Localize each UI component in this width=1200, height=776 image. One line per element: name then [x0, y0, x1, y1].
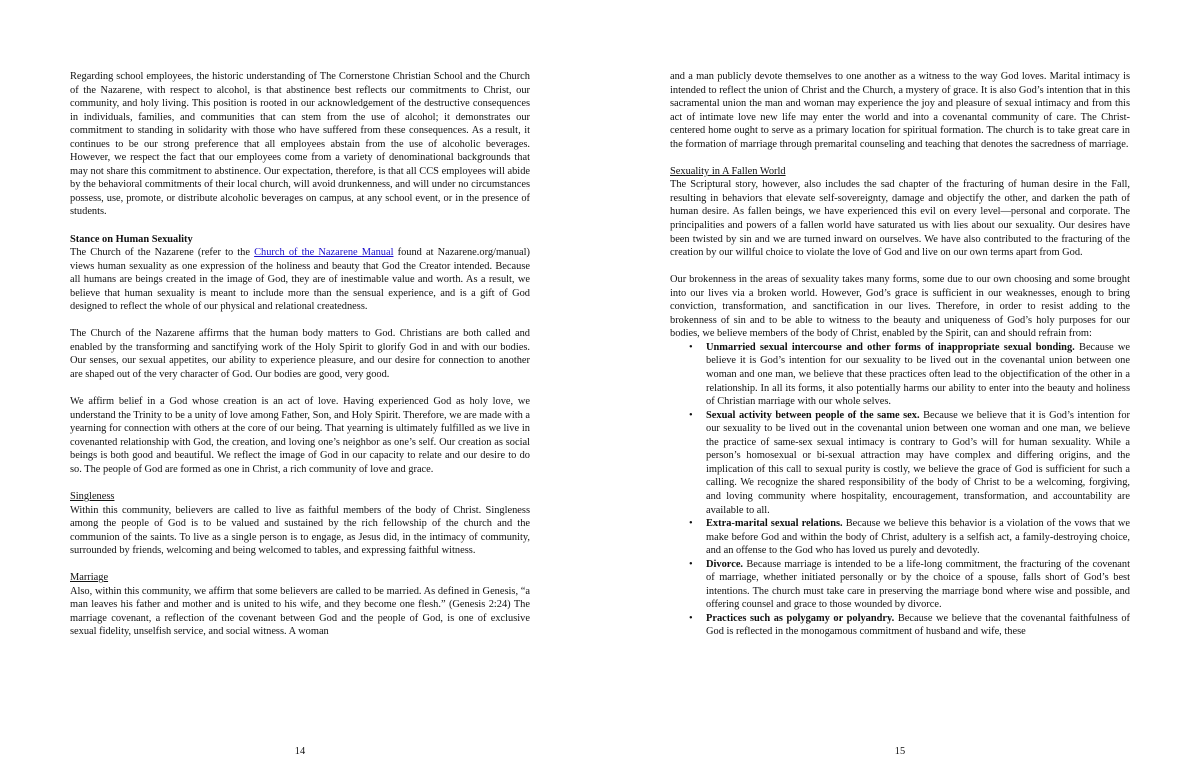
page-number-left: 14	[294, 746, 306, 757]
singleness-heading: Singleness	[70, 490, 115, 502]
marriage-continued-paragraph: and a man publicly devote themselves to one another as a witness to the way God loves. Marital intimacy is intended to reflect the union of Christ and the Church, a mystery of grace. It is also God’s intention that in this sacramental union the man and woman may experience the joy and pleasure of sexual intimacy and from this act of intimate love new life may enter the world and into a covenantal community of care. The Christ-centered home ought to serve as a primary location for spiritual formation. The church is to take great care in the formation of marriage through premarital counseling and teaching that denotes the sacredness of marriage.	[670, 71, 1130, 150]
list-item-title: Sexual activity between people of the same sex.	[706, 409, 920, 421]
list-item-title: Practices such as polygamy or polyandry.	[706, 612, 895, 624]
right-column	[670, 70, 1130, 639]
affirm-paragraph: We affirm belief in a God whose creation is an act of love. Having experienced God as holy love, we understand the Trinity to be a unity of love among Father, Son, and Holy Spirit. Therefore, we are made with a yearning for connection with others at the core of our being. That yearning is ultimately fulfilled as we live in covenanted relationship with God, the creation, and loving one’s neighbor as one’s self. Our creation as social beings is both good and beautiful. We reflect the image of God in our capacity to relate and our desire to do so. The people of God are formed as one in Christ, a rich community of love and grace.	[70, 396, 530, 475]
list-item-title: Extra-marital sexual relations.	[706, 518, 843, 530]
stance-text-pre: The Church of the Nazarene (refer to the	[70, 247, 255, 259]
stance-heading: Stance on Human Sexuality	[70, 233, 193, 245]
intro-paragraph: Regarding school employees, the historic understanding of The Cornerstone Christian School and the Church of the Nazarene, with respect to alcohol, is that abstinence best reflects our commitments to Christ, our community, and holy living. This position is rooted in our acknowledgement of the destructive consequences in individuals, families, and communities that can stem from the use of alcohol; it demonstrates our commitment to standing in solidarity with those who have suffered from these consequences. As a result, it continues to be our strong preference that all employees abstain from the use of alcoholic beverages. However, we respect the fact that our employees come from a variety of denominational backgrounds that may not share this commitment to abstinence. Our expectation, therefore, is that all CCS employees will abide by the behavioral commitments of their local church, will avoid drunkenness, and will under no circumstances possess, use, promote, or distribute alcoholic beverages on campus, at any school event, or in the presence of students.	[70, 71, 530, 218]
bullet-icon: •	[689, 612, 693, 624]
bullet-icon: •	[689, 558, 693, 570]
list-item-title: Unmarried sexual intercourse and other forms of inappropriate sexual bonding.	[706, 341, 1075, 353]
singleness-text: Within this community, believers are called to live as faithful members of the body of Christ. Singleness among the people of God is to be valued and sustained by the rich fellowship of the church and the communion of the saints. To live as a single person is to engage, as Jesus did, in the intimacy of community, surrounded by friends, welcoming and being welcomed to tables, and expressing faithful witness.	[70, 504, 530, 557]
fallen-section	[670, 165, 1130, 260]
list-item	[689, 612, 1130, 639]
nazarene-manual-link[interactable]: Church of the Nazarene Manual	[254, 247, 394, 259]
list-item-text: Because we believe that the covenantal faithfulness of God is reflected in the monogamous commitment of husband and wife, these	[706, 612, 1130, 638]
brokenness-paragraph: Our brokenness in the areas of sexuality takes many forms, some due to our own choosing and some brought into our lives via a broken world. However, God’s grace is sufficient in our weaknesses, enough to bring conviction, transformation, and sanctification in our lives. Therefore, in order to resist adding to the brokenness of sin and to be able to witness to the beauty and uniqueness of God’s holy purposes for our bodies, we believe members of the body of Christ, enabled by the Spirit, can and should refrain from:	[670, 274, 1130, 340]
list-item-title: Divorce.	[706, 558, 744, 570]
list-item-text: Because we believe that it is God’s intention for our sexuality to be lived out in the covenantal union between one woman and one man, we believe the practice of same-sex sexual intimacy is contrary to God’s will for human sexuality. While a person’s homosexual or bi-sexual attraction may have complex and differing origins, and the implication of this call to sexual purity is costly, we believe the grace of God is sufficient for such a calling. We recognize the shared responsibility of the body of Christ to be a welcoming, forgiving, and loving community where hospitality, encouragement, transformation, and accountability are available to all.	[706, 409, 1130, 516]
list-item-text: Because marriage is intended to be a life-long commitment, the fracturing of the covenant of marriage, whether initiated personally or by the choice of a spouse, falls short of God’s best intentions. The church must take care in preserving the marriage bond where wise and possible, and offering counsel and grace to those wounded by divorce.	[706, 558, 1130, 611]
bullet-icon: •	[689, 341, 693, 353]
list-item	[689, 409, 1130, 517]
list-item-text: Because we believe this behavior is a violation of the vows that we make before God and within the body of Christ, adultery is a selfish act, a family-destroying choice, and an offense to the God who has loved us purely and devotedly.	[706, 518, 1130, 557]
left-column	[70, 70, 530, 639]
stance-section	[70, 233, 530, 314]
page-right	[600, 0, 1200, 776]
bullet-icon: •	[689, 518, 693, 530]
page-number-right: 15	[894, 746, 906, 757]
marriage-heading: Marriage	[70, 572, 109, 584]
singleness-section	[70, 490, 530, 558]
list-item-text: Because we believe it is God’s intention for our sexuality to be lived out in the covenantal union between one woman and one man, we believe that these practices often lead to the objectification of the other in a relationship. In all its forms, it also potentially harms our ability to enter into the beauty and holiness of Christian marriage with our whole selves.	[706, 341, 1131, 408]
marriage-text: Also, within this community, we affirm that some believers are called to be married. As defined in Genesis, “a man leaves his father and mother and is united to his wife, and they become one flesh.” (Genesis 2:24) The marriage covenant, a reflection of the covenant between God and the people of God, is one of exclusive sexual fidelity, unselfish service, and social witness. A woman	[70, 585, 530, 638]
refrain-list	[670, 341, 1130, 639]
body-matters-paragraph: The Church of the Nazarene affirms that the human body matters to God. Christians are both called and enabled by the transforming and sanctifying work of the Holy Spirit to glorify God in and with our bodies. Our senses, our sexual appetites, our ability to experience pleasure, and our desire for connection to another are shaped out of the very character of God. Our bodies are good, very good.	[70, 328, 530, 381]
list-item	[689, 558, 1130, 612]
list-item	[689, 341, 1131, 409]
fallen-heading: Sexuality in A Fallen World	[670, 165, 786, 177]
stance-text-post: found at Nazarene.org/manual) views human sexuality as one expression of the holiness and beauty that God the Creator intended. Because all humans are beings created in the image of God, they are of inestimable value and worth. As a result, we believe that human sexuality is meant to include more than the sensual experience, and is a gift of God designed to reflect the whole of our physical and relational createdness.	[70, 247, 530, 313]
marriage-section	[70, 571, 530, 639]
fallen-text: The Scriptural story, however, also includes the sad chapter of the fracturing of human desire in the Fall, resulting in behaviors that elevate self-sovereignty, damage and objectify the other, and darken the path of human desire. As fallen beings, we have experienced this evil on every level—personal and corporate. The principalities and powers of a fallen world have saturated us with lies about our sexuality. Our desires have been twisted by sin and we are turned inward on ourselves. We have also contributed to the fracturing of the creation by our willful choice to violate the love of God and live on our own terms apart from God.	[670, 179, 1130, 259]
bullet-icon: •	[689, 409, 693, 421]
list-item	[689, 517, 1130, 558]
